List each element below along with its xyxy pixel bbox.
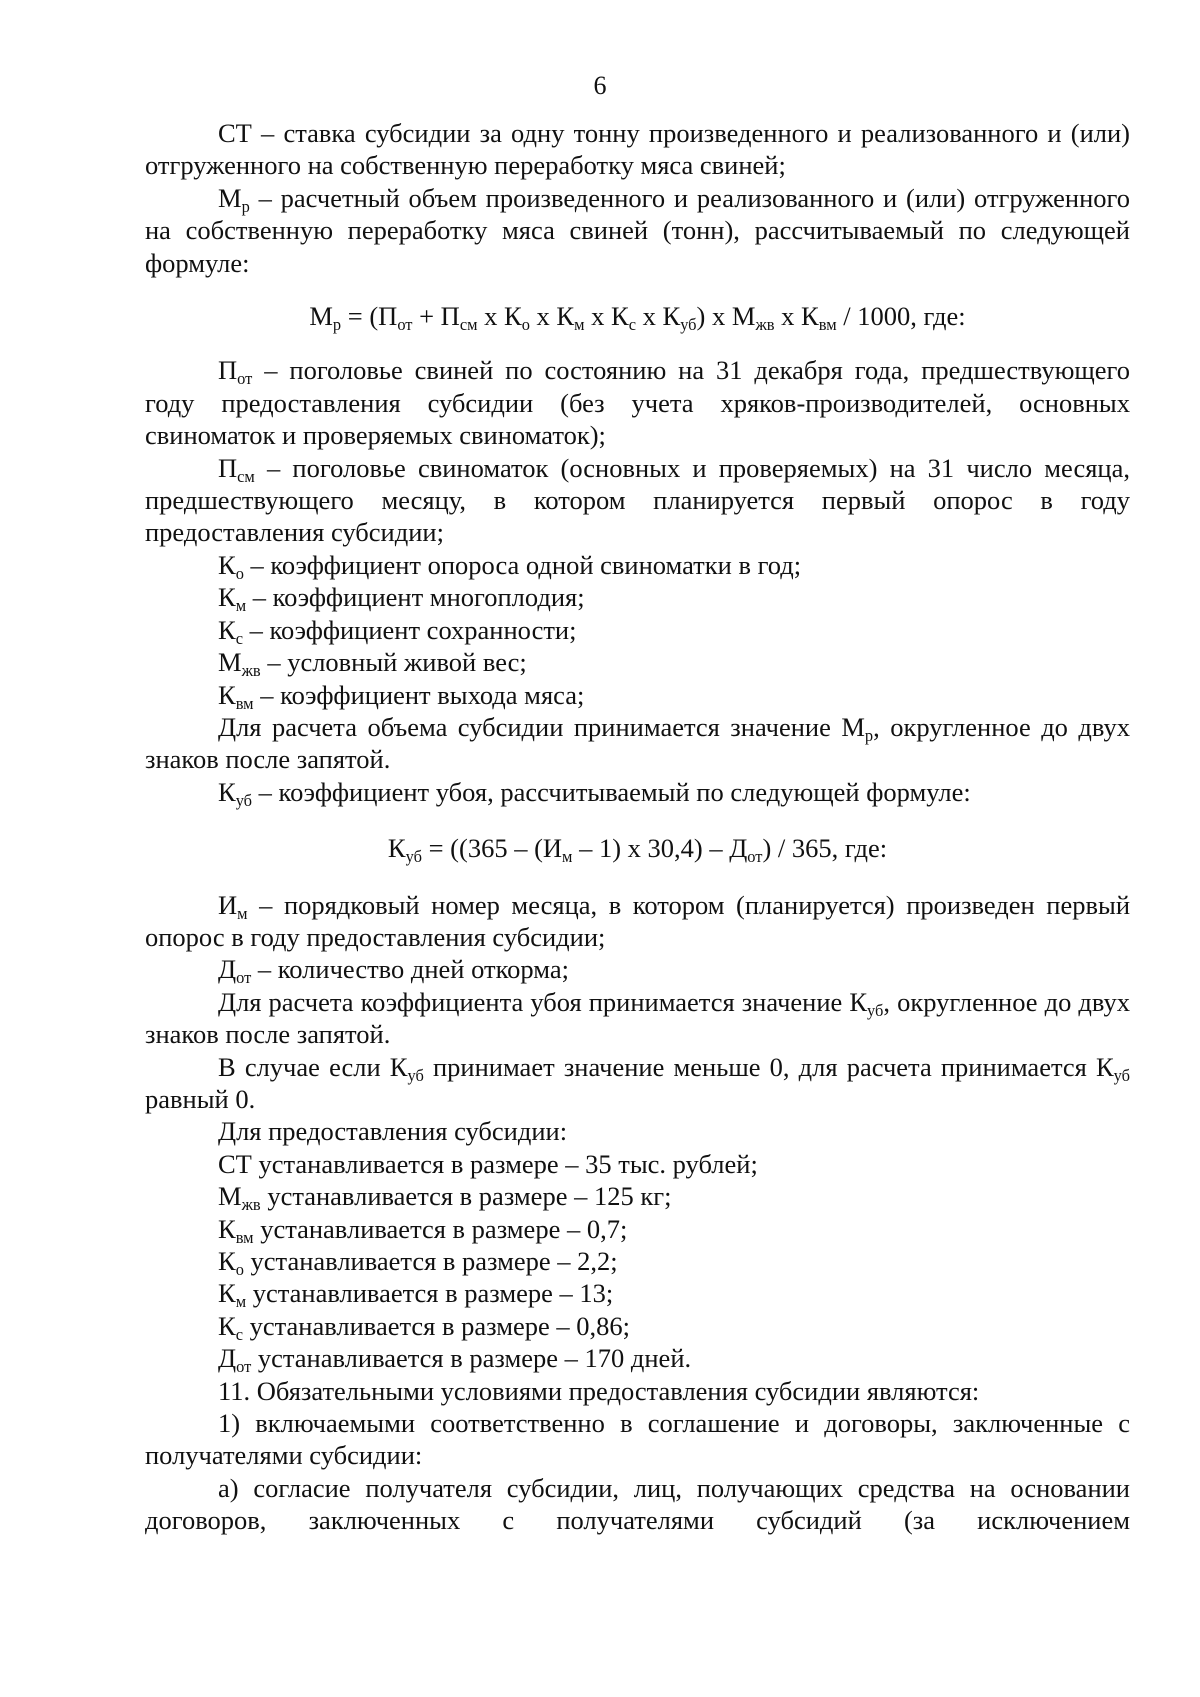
subscript: с	[235, 1324, 243, 1344]
text-run: + П	[412, 301, 460, 332]
subscript: с	[235, 628, 243, 648]
text-run: 1) включаемыми соответственно в соглашение и договоры, заключенные с получателями субсидии:	[145, 1408, 1130, 1471]
paragraph	[145, 614, 1130, 646]
paragraph	[145, 889, 1130, 954]
text-run: М	[218, 1181, 242, 1212]
text-run: устанавливается в размере – 170 дней.	[251, 1343, 692, 1374]
text-run: – условный живой вес;	[260, 647, 527, 678]
text-run: х К	[774, 301, 819, 332]
paragraph	[145, 646, 1130, 681]
subscript: р	[864, 725, 874, 745]
subscript: уб	[235, 790, 253, 810]
subscript: см	[459, 314, 478, 334]
text-run: М	[218, 182, 242, 213]
subscript: от	[237, 369, 253, 389]
subscript: уб	[407, 1065, 424, 1085]
text-run: – коэффициент опороса одной свиноматки в год;	[243, 549, 802, 580]
text-run: Для предоставления субсидии:	[218, 1116, 568, 1147]
text-run: = (П	[341, 301, 398, 332]
subscript: уб	[680, 314, 697, 334]
subscript: м	[235, 596, 247, 616]
paragraph	[145, 452, 1130, 549]
subscript: о	[521, 314, 530, 334]
text-run: ) х М	[696, 301, 756, 332]
subscript: м	[574, 314, 585, 334]
paragraph	[145, 1310, 1130, 1342]
formula	[145, 300, 1130, 332]
text-run: устанавливается в размере – 2,2;	[243, 1246, 618, 1276]
paragraph	[145, 1407, 1130, 1472]
paragraph	[145, 1148, 1130, 1180]
text-run: К	[218, 549, 236, 580]
subscript: р	[332, 314, 342, 334]
paragraph	[145, 679, 1130, 711]
text-run: Д	[218, 954, 237, 985]
text-run: П	[218, 452, 238, 483]
text-run: – 1) х 30,4) – Д	[572, 833, 748, 864]
text-run: СТ – ставка субсидии за одну тонну произведенного и реализованного и (или) отгруженного на собственную переработку мяса свиней;	[145, 118, 1130, 181]
text-run: П	[218, 355, 238, 386]
text-run: К	[387, 833, 406, 864]
text-run: устанавливается в размере – 13;	[246, 1278, 614, 1309]
subscript: от	[747, 847, 763, 867]
text-run: х К	[584, 301, 629, 332]
paragraph	[145, 953, 1130, 988]
text-run: К	[218, 1246, 236, 1276]
text-run: – коэффициент выхода мяса;	[253, 679, 585, 710]
subscript: от	[236, 1357, 252, 1377]
paragraph	[145, 1277, 1130, 1312]
text-run: х К	[636, 301, 681, 332]
text-run: х К	[477, 301, 522, 332]
paragraph	[145, 1245, 1130, 1277]
subscript: жв	[755, 314, 775, 334]
paragraph	[145, 549, 1130, 581]
document-body	[145, 117, 1130, 1537]
paragraph	[145, 711, 1130, 776]
text-run: К	[218, 1310, 236, 1341]
paragraph	[145, 1180, 1130, 1215]
text-run: равный 0.	[145, 1083, 256, 1114]
text-run: К	[218, 614, 236, 645]
subscript: о	[235, 1259, 244, 1279]
text-run: К	[218, 1213, 236, 1244]
text-run: М	[309, 301, 333, 332]
subscript: р	[241, 196, 250, 216]
paragraph	[145, 1115, 1130, 1147]
text-run: М	[218, 647, 242, 678]
paragraph	[145, 1213, 1130, 1245]
text-run: – коэффициент многоплодия;	[246, 582, 585, 613]
formula	[145, 832, 1130, 867]
paragraph	[145, 117, 1130, 182]
paragraph	[145, 1342, 1130, 1377]
paragraph	[145, 581, 1130, 616]
text-run: х К	[529, 301, 575, 332]
text-run: СТ устанавливается в размере – 35 тыс. рублей;	[218, 1148, 758, 1179]
subscript: вм	[818, 314, 837, 334]
paragraph	[145, 1472, 1130, 1537]
text-run: устанавливается в размере – 0,7;	[253, 1213, 628, 1244]
text-run: – коэффициент сохранности;	[242, 614, 577, 645]
subscript: уб	[1113, 1065, 1130, 1085]
subscript: уб	[405, 847, 422, 867]
page-number: 6	[593, 71, 607, 100]
paragraph	[145, 776, 1130, 808]
subscript: вм	[235, 693, 254, 713]
text-run: устанавливается в размере – 0,86;	[242, 1310, 630, 1341]
subscript: уб	[867, 1000, 884, 1020]
text-run: К	[218, 776, 236, 807]
paragraph	[145, 354, 1130, 451]
subscript: от	[236, 968, 252, 988]
text-run: ) / 365, где:	[762, 833, 888, 864]
paragraph	[145, 1051, 1130, 1116]
text-run: / 1000, где:	[836, 301, 966, 332]
text-run: а) согласие получателя субсидии, лиц, получающих средства на основании договоров, заключенных с получателями субсидий (за исключением	[145, 1472, 1130, 1536]
text-run: Для расчета коэффициента убоя принимается значение К	[218, 986, 868, 1017]
subscript: о	[235, 563, 244, 583]
subscript: от	[397, 314, 413, 334]
text-run: В случае если К	[218, 1051, 408, 1082]
text-run: 11. Обязательными условиями предоставления субсидии являются:	[218, 1375, 980, 1406]
subscript: м	[235, 1292, 247, 1312]
text-run: – коэффициент убоя, рассчитываемый по следующей формуле:	[252, 776, 971, 807]
text-run: К	[218, 679, 236, 710]
text-run: – поголовье свиней по состоянию на 31 декабря года, предшествующего году предоставления субсидии (без учета хряков-производителей, основных свиноматок и проверяемых свиноматок);	[145, 355, 1130, 451]
subscript: жв	[241, 1195, 261, 1215]
paragraph	[145, 1375, 1130, 1407]
subscript: с	[628, 314, 636, 334]
paragraph	[145, 182, 1130, 279]
text-run: Д	[218, 1343, 237, 1374]
subscript: вм	[235, 1227, 254, 1247]
text-run: К	[218, 1278, 236, 1309]
subscript: жв	[241, 661, 261, 681]
text-run: – порядковый номер месяца, в котором (планируется) произведен первый опорос в году предоставления субсидии;	[145, 889, 1130, 952]
text-run: Для расчета объема субсидии принимается значение М	[218, 711, 865, 742]
text-run: – поголовье свиноматок (основных и проверяемых) на 31 число месяца, предшествующего месяцу, в котором планируется первый опорос в году предоставления субсидии;	[145, 452, 1130, 548]
paragraph	[145, 986, 1130, 1051]
text-run: К	[218, 582, 236, 613]
subscript: м	[237, 903, 248, 923]
text-run: принимает значение меньше 0, для расчета принимается К	[423, 1051, 1114, 1082]
text-run: , округленное до двух знаков после запятой.	[145, 711, 1130, 775]
text-run: = ((365 – (И	[421, 833, 563, 864]
text-run: , округленное до двух знаков после запятой.	[145, 986, 1131, 1050]
text-run: – расчетный объем произведенного и реализованного и (или) отгруженного на собственную переработку мяса свиней (тонн), рассчитываемый по следующей формуле:	[145, 182, 1130, 278]
subscript: см	[237, 466, 255, 486]
subscript: м	[562, 847, 573, 867]
text-run: И	[218, 889, 238, 920]
text-run: устанавливается в размере – 125 кг;	[260, 1181, 672, 1212]
text-run: – количество дней откорма;	[251, 954, 569, 985]
